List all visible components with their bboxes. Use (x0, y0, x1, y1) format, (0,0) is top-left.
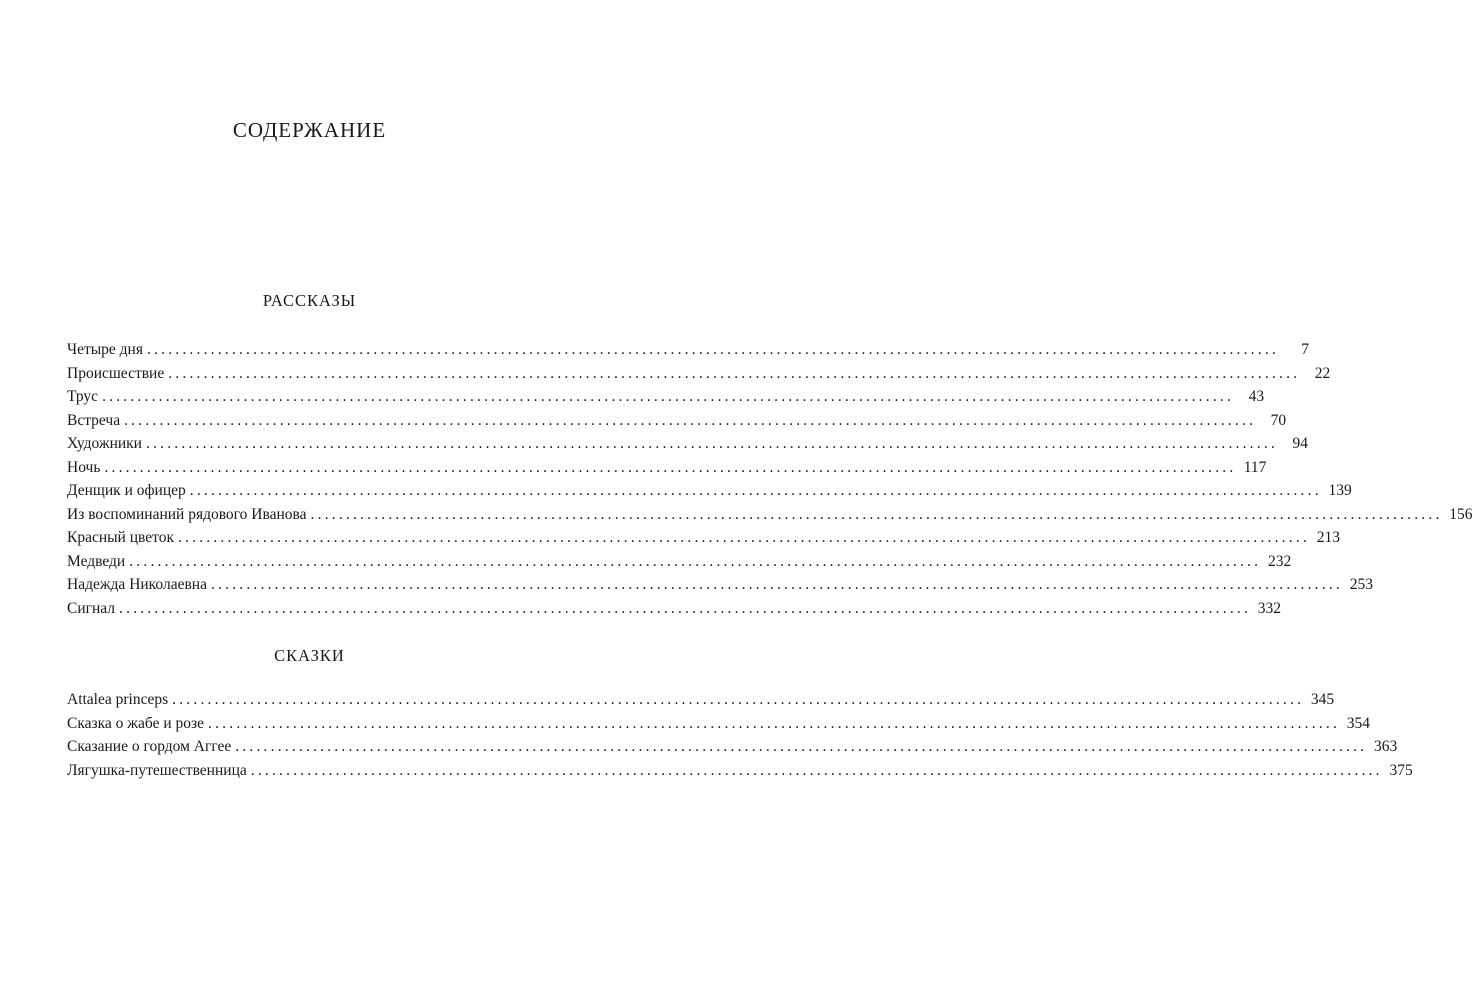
toc-entry-title: Медведи (67, 552, 126, 570)
section-title-tales: СКАЗКИ (274, 646, 345, 665)
toc-entry[interactable] (67, 688, 1335, 712)
page-title: СОДЕРЖАНИЕ (232, 118, 387, 142)
toc-entry-page: 375 (1389, 761, 1413, 779)
toc-entry-page: 332 (1257, 599, 1282, 617)
dot-leader: ................................................................................................................................................................ (146, 341, 1279, 358)
toc-entry-title: Встреча (67, 411, 121, 429)
toc-entry[interactable] (67, 409, 1287, 433)
toc-entry[interactable] (67, 385, 1265, 409)
toc-entry-page: 139 (1328, 482, 1352, 499)
toc-entry-page: 213 (1316, 529, 1340, 546)
toc-entry[interactable] (67, 338, 1309, 362)
toc-entry-page: 94 (1292, 435, 1308, 452)
dot-leader: ................................................................................................................................................................ (119, 599, 1252, 617)
dot-leader: ................................................................................................................................................................ (124, 411, 1257, 429)
dot-leader: ................................................................................................................................................................ (208, 714, 1341, 732)
dot-leader: ................................................................................................................................................................ (189, 482, 1322, 499)
toc-list-tales (67, 688, 1413, 782)
toc-entry-page: 117 (1243, 458, 1267, 476)
dot-leader: ................................................................................................................................................................ (104, 458, 1237, 476)
toc-entry[interactable] (67, 503, 1473, 527)
toc-entry-title: Происшествие (67, 364, 165, 382)
toc-entry-title: Надежда Николаевна (67, 576, 207, 593)
dot-leader: ................................................................................................................................................................ (250, 761, 1383, 779)
toc-entry[interactable] (67, 526, 1340, 550)
dot-leader: ................................................................................................................................................................ (145, 435, 1278, 452)
toc-entry-title: Сказка о жабе и розе (67, 714, 205, 732)
toc-entry[interactable] (67, 759, 1413, 783)
toc-entry-page: 232 (1267, 552, 1292, 570)
dot-leader: ................................................................................................................................................................ (168, 364, 1301, 382)
toc-entry[interactable] (67, 573, 1373, 597)
dot-leader: ................................................................................................................................................................ (102, 388, 1235, 405)
toc-entry[interactable] (67, 432, 1308, 456)
toc-entry-page: 43 (1248, 388, 1265, 405)
dot-leader: ................................................................................................................................................................ (129, 552, 1262, 570)
toc-entry-title: Трус (67, 388, 99, 405)
toc-entry-title: Денщик и офицер (67, 482, 186, 499)
toc-entry-title: Лягушка-путешественница (67, 761, 247, 779)
toc-entry-page: 7 (1301, 341, 1309, 358)
section-title-stories: РАССКАЗЫ (262, 291, 357, 310)
dot-leader: ................................................................................................................................................................ (310, 505, 1443, 523)
toc-entry-title: Художники (67, 435, 142, 452)
toc-entry-page: 354 (1346, 714, 1371, 732)
toc-entry[interactable] (67, 456, 1267, 480)
toc-entry-title: Красный цветок (67, 529, 174, 546)
toc-entry-title: Четыре дня (67, 341, 143, 358)
toc-entry-title: Из воспоминаний рядового Иванова (67, 505, 307, 523)
toc-entry[interactable] (67, 479, 1352, 503)
toc-entry-title: Сказание о гордом Аггее (67, 738, 232, 755)
toc-entry[interactable] (67, 712, 1371, 736)
toc-entry[interactable] (67, 550, 1292, 574)
toc-entry[interactable] (67, 362, 1331, 386)
toc-entry-page: 70 (1270, 411, 1287, 429)
toc-entry-page: 345 (1310, 691, 1335, 708)
toc-entry-title: Сигнал (67, 599, 116, 617)
toc-entry[interactable] (67, 597, 1282, 621)
toc-list-stories (67, 338, 1473, 620)
toc-entry-page: 156 (1449, 505, 1473, 523)
dot-leader: ................................................................................................................................................................ (235, 738, 1368, 755)
toc-entry-title: Attalea princeps (67, 691, 169, 708)
dot-leader: ................................................................................................................................................................ (177, 529, 1310, 546)
toc-entry-page: 363 (1374, 738, 1398, 755)
dot-leader: ................................................................................................................................................................ (172, 691, 1305, 708)
toc-entry-page: 22 (1314, 364, 1331, 382)
toc-entry[interactable] (67, 735, 1398, 759)
toc-entry-title: Ночь (67, 458, 101, 476)
toc-entry-page: 253 (1349, 576, 1373, 593)
dot-leader: ................................................................................................................................................................ (210, 576, 1343, 593)
